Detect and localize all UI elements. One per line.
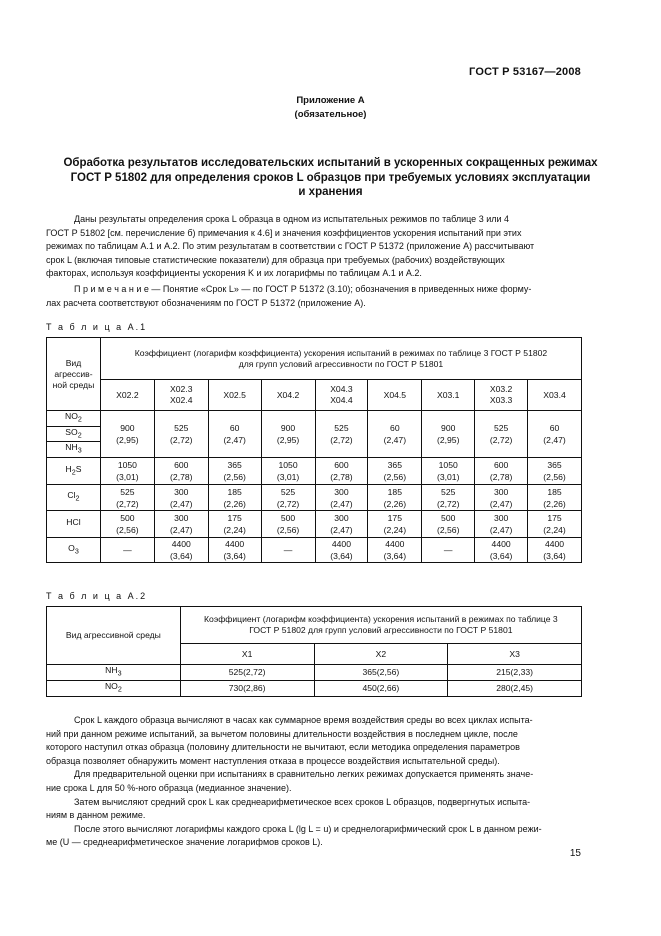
value-cell: 500 (2,56) [422,511,475,538]
standard-designation: ГОСТ Р 53167—2008 [469,66,581,78]
body-line: Затем вычисляют средний срок L как среднеарифметическое всех сроков L образцов, подвергнутых испыта- [74,796,531,807]
value-cell: 525 (2,72) [261,485,315,511]
value-cell: 175 (2,24) [528,511,582,538]
column-header: Х03.2 Х03.3 [475,380,528,411]
value-cell: 280(2,45) [448,681,582,697]
value-cell: 365 (2,56) [528,458,582,485]
body-line: ме (U — среднеарифметическое значение логарифмов сроков L). [46,837,323,848]
value-cell: 525 (2,72) [315,411,368,458]
column-header: Х2 [314,644,448,665]
value-cell: 175 (2,24) [208,511,261,538]
media-cell: HCl [47,511,101,538]
column-header: Х1 [180,644,314,665]
media-cell: $O_3$ [47,538,101,563]
media-cell: $NH_3$ [47,665,181,681]
value-cell: 525(2,72) [180,665,314,681]
coefficient-header [100,338,581,380]
section-heading [60,156,601,200]
value-cell: 215(2,33) [448,665,582,681]
value-cell: 525 (2,72) [154,411,208,458]
intro-paragraph [46,213,583,281]
media-cell: $NO_2$ [47,681,181,697]
body-line: ниям в данном режиме. [46,810,146,821]
value-cell: 4400 (3,64) [528,538,582,563]
body-line: Для предварительной оценки при испытаниях в сравнительно легких режимах допускается применять значе- [74,769,534,780]
table-a1 [46,337,582,563]
media-cell: $SO_2$ [47,426,101,442]
note-line: П р и м е ч а н и е — Понятие «Срок L» — по ГОСТ Р 51372 (3.10); обозначения в приведенных ниже форму- [74,284,532,294]
note-line: лах расчета соответствуют обозначениям по ГОСТ Р 51372 (приложение А). [46,297,366,308]
body-line: После этого вычисляют логарифмы каждого срока L (lg L = u) и среднелогарифмический срок L в данном режи- [74,823,542,834]
value-cell: 1050 (3,01) [261,458,315,485]
value-cell: 600 (2,78) [475,458,528,485]
value-cell: 1050 (3,01) [100,458,154,485]
heading-line: Обработка результатов исследовательских испытаний в ускоренных сокращенных режимах [63,157,598,169]
value-cell: 4400 (3,64) [154,538,208,563]
value-cell: 4400 (3,64) [315,538,368,563]
body-line: Срок L каждого образца вычисляют в часах как суммарное время воздействия среды во всех циклах испыта- [74,715,533,725]
table-a2 [46,606,582,697]
column-header: Х04.3 Х04.4 [315,380,368,411]
value-cell: — [261,538,315,563]
value-cell: 525 (2,72) [422,485,475,511]
value-cell: 300 (2,47) [154,485,208,511]
value-cell: 900 (2,95) [422,411,475,458]
value-cell: 600 (2,78) [154,458,208,485]
body-line: ний при данном режиме испытаний, за вычетом половины длительности воздействия в последнем цикле, после [46,728,518,739]
heading-line: и хранения [298,186,363,198]
intro-line: Даны результаты определения срока L образца в одном из испытательных режимов по таблице 3 или 4 [74,214,510,224]
column-header: Х03.4 [528,380,582,411]
table-a1-caption: Т а б л и ц а А.1 [46,322,148,332]
body-paragraphs [46,714,583,850]
value-cell: — [100,538,154,563]
header-line: ной среды [52,379,95,390]
media-header: Вид агрессивной среды [47,607,181,665]
value-cell: 500 (2,56) [261,511,315,538]
column-header: Х04.2 [261,380,315,411]
value-cell: 300 (2,47) [315,511,368,538]
header-line: ГОСТ Р 51802 для групп условий агрессивности по ГОСТ Р 51801 [249,625,513,635]
page-number: 15 [569,848,581,859]
note-paragraph [46,283,583,310]
value-cell: 300 (2,47) [475,511,528,538]
value-cell: 365 (2,56) [208,458,261,485]
media-header [47,338,101,411]
value-cell: 60 (2,47) [208,411,261,458]
value-cell: 300 (2,47) [475,485,528,511]
intro-line: режимах по таблицам А.1 и А.2. По этим результатам в соответствии с ГОСТ Р 51372 (приложение А) рассчитывают [46,241,535,252]
value-cell: 1050 (3,01) [422,458,475,485]
header-line: для групп условий агрессивности по ГОСТ Р 51801 [238,358,444,369]
media-cell: $H_2S$ [47,458,101,485]
header-line: агрессив- [54,368,93,379]
media-cell: $NH_3$ [47,442,101,458]
header-line: Коэффициент (логарифм коэффициента) ускорения испытаний в режимах по таблице 3 ГОСТ Р 51802 [134,347,548,358]
value-cell: 900 (2,95) [261,411,315,458]
value-cell: 60 (2,47) [528,411,582,458]
body-line: которого наступил отказ образца (половину длительности не вычитают, если методика определения параметров [46,742,520,753]
appendix-title: Приложение А [296,95,365,106]
value-cell: 525 (2,72) [100,485,154,511]
value-cell: 4400 (3,64) [368,538,422,563]
intro-line: срок L (включая типовые статистические показатели) для образца при требуемых (рабочих) воздействующих [46,254,505,265]
value-cell: 500 (2,56) [100,511,154,538]
value-cell: 365 (2,56) [368,458,422,485]
heading-line: ГОСТ Р 51802 для определения сроков L образцов при требуемых условиях эксплуатации [70,171,591,184]
column-header: Х03.1 [422,380,475,411]
header-line: Вид [65,357,82,368]
coefficient-header [180,607,581,644]
column-header: Х02.3 Х02.4 [154,380,208,411]
value-cell: 730(2,86) [180,681,314,697]
intro-line: факторах, используя коэффициенты ускорения K и их логарифмы по таблицам А.1 и А.2. [46,268,422,279]
value-cell: 525 (2,72) [475,411,528,458]
intro-line: ГОСТ Р 51802 [см. перечисление б) примечания к 4.6] и значения коэффициентов ускорения испытаний при этих [46,227,522,238]
body-line: образца позволяет обнаружить момент наступления отказа в процессе воздействия испытательной среды). [46,755,500,766]
column-header: Х04.5 [368,380,422,411]
value-cell: — [422,538,475,563]
value-cell: 600 (2,78) [315,458,368,485]
value-cell: 4400 (3,64) [475,538,528,563]
value-cell: 300 (2,47) [315,485,368,511]
value-cell: 365(2,56) [314,665,448,681]
value-cell: 185 (2,26) [208,485,261,511]
media-cell: $NO_2$ [47,411,101,427]
value-cell: 4400 (3,64) [208,538,261,563]
body-line: ние срока L для 50 %-ного образца (медианное значение). [46,782,292,793]
appendix-status: (обязательное) [294,109,367,120]
value-cell: 450(2,66) [314,681,448,697]
table-a2-caption: Т а б л и ц а А.2 [46,591,148,601]
value-cell: 185 (2,26) [528,485,582,511]
media-cell: $Cl_2$ [47,485,101,511]
value-cell: 185 (2,26) [368,485,422,511]
value-cell: 300 (2,47) [154,511,208,538]
column-header: Х3 [448,644,582,665]
value-cell: 60 (2,47) [368,411,422,458]
value-cell: 175 (2,24) [368,511,422,538]
column-header: Х02.2 [100,380,154,411]
header-line: Коэффициент (логарифм коэффициента) ускорения испытаний в режимах по таблице 3 [204,614,558,624]
value-cell: 900 (2,95) [100,411,154,458]
column-header: Х02.5 [208,380,261,411]
